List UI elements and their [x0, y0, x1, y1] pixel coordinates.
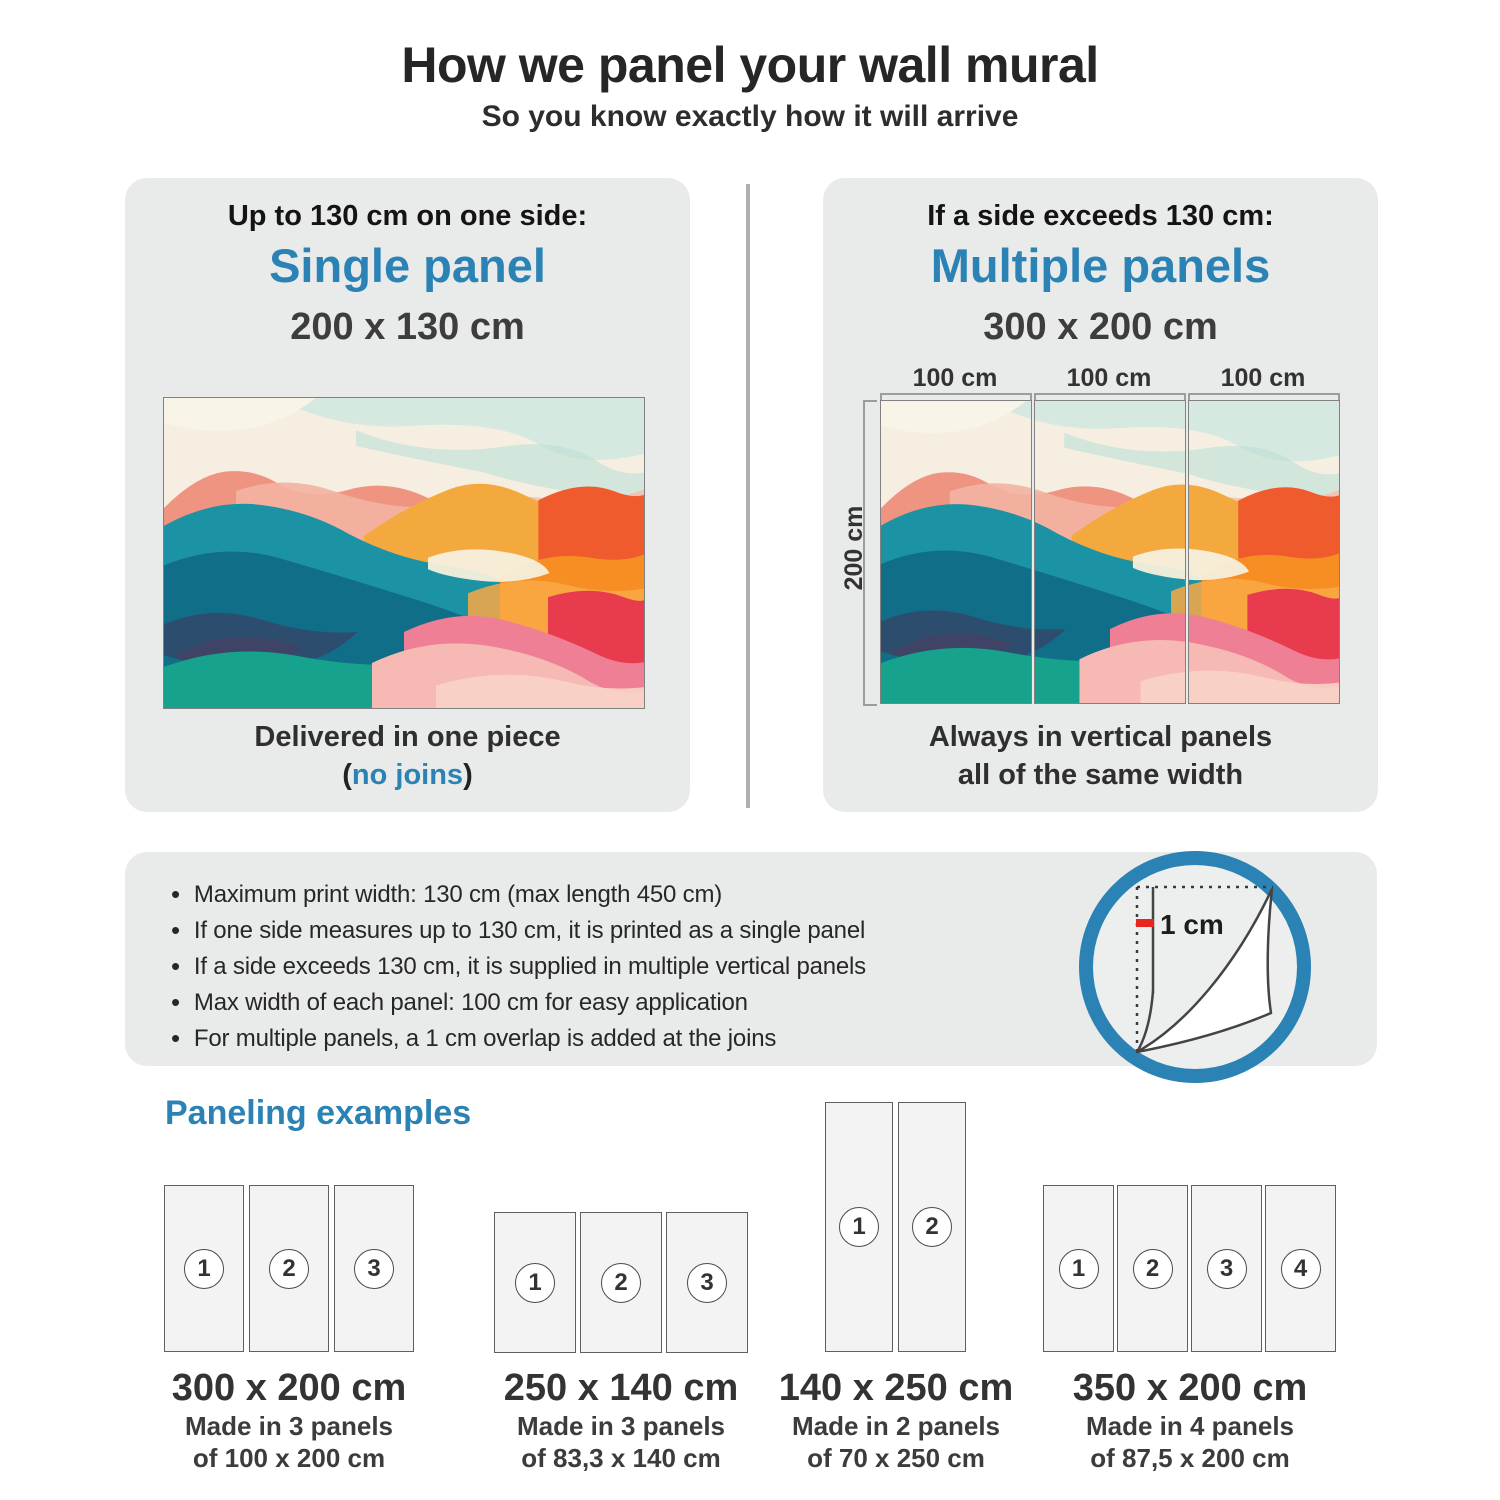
example-panel [1117, 1185, 1188, 1352]
panel-number: 3 [1207, 1249, 1247, 1289]
example-caption [139, 1366, 439, 1474]
example-panel-size: of 100 x 200 cm [192, 1443, 386, 1473]
single-panel-card [125, 178, 690, 812]
width-label-2: 100 cm [1066, 364, 1152, 392]
height-label: 200 cm [840, 505, 868, 591]
example-caption [1040, 1366, 1340, 1474]
single-panel-mural-image [163, 397, 645, 709]
overlap-measure-label: 1 cm [1160, 909, 1224, 940]
example-made-in: Made in 2 panels [791, 1411, 1001, 1441]
single-panel-size: 200 x 130 cm [290, 306, 525, 348]
example-panel-size: of 87,5 x 200 cm [1090, 1443, 1290, 1473]
multiple-panels-card [823, 178, 1378, 812]
example-panel-size: of 70 x 250 cm [807, 1443, 985, 1473]
mural-panel-slice-1 [880, 400, 1032, 704]
mural-panel-slice-2 [1034, 400, 1186, 704]
info-bullet: • Max width of each panel: 100 cm for easy application [171, 984, 1377, 1020]
page-curl-icon [1073, 845, 1317, 1089]
example-made-in: Made in 3 panels [184, 1411, 394, 1441]
example-panel [666, 1212, 748, 1353]
example-panel [164, 1185, 244, 1352]
panel-number: 1 [1059, 1249, 1099, 1289]
single-panel-condition: Up to 130 cm on one side: [227, 200, 588, 232]
example-size: 350 x 200 cm [1072, 1367, 1308, 1409]
example-caption [471, 1366, 771, 1474]
width-label-1: 100 cm [912, 364, 998, 392]
info-bullet: • Maximum print width: 130 cm (max length 450 cm) [171, 876, 1377, 912]
example-panel [494, 1212, 576, 1353]
paneling-examples-heading: Paneling examples [165, 1094, 472, 1132]
multiple-panels-condition: If a side exceeds 130 cm: [927, 200, 1274, 232]
panel-number: 2 [1133, 1249, 1173, 1289]
caption-vertical-panels: Always in vertical panels [928, 721, 1273, 753]
panel-number: 1 [515, 1263, 555, 1303]
panel-number: 2 [601, 1263, 641, 1303]
page-title: How we panel your wall mural [401, 37, 1099, 93]
example-size: 300 x 200 cm [171, 1367, 407, 1409]
example-panel [898, 1102, 966, 1352]
example-panel [249, 1185, 329, 1352]
panel-number: 1 [839, 1207, 879, 1247]
panel-number: 4 [1281, 1249, 1321, 1289]
example-made-in: Made in 4 panels [1085, 1411, 1295, 1441]
example-caption [746, 1366, 1046, 1474]
info-bullet: • For multiple panels, a 1 cm overlap is added at the joins [171, 1020, 1377, 1056]
example-panel [580, 1212, 662, 1353]
single-panel-title: Single panel [269, 239, 546, 292]
example-panel [825, 1102, 893, 1352]
example-panel [1191, 1185, 1262, 1352]
example-made-in: Made in 3 panels [516, 1411, 726, 1441]
multiple-panels-title: Multiple panels [930, 239, 1271, 292]
caption-paren-open: ( [342, 759, 352, 791]
example-panel [1265, 1185, 1336, 1352]
caption-delivered: Delivered in one piece [254, 721, 561, 753]
example-panel-size: of 83,3 x 140 cm [521, 1443, 721, 1473]
caption-no-joins: no joins [351, 759, 464, 791]
page-subtitle: So you know exactly how it will arrive [481, 100, 1019, 133]
width-label-3: 100 cm [1220, 364, 1306, 392]
single-panel-caption [125, 718, 690, 794]
example-panel [1043, 1185, 1114, 1352]
info-bullet: • If a side exceeds 130 cm, it is supplied in multiple vertical panels [171, 948, 1377, 984]
card-divider [746, 184, 750, 808]
panel-number: 3 [354, 1249, 394, 1289]
caption-paren-close: ) [463, 759, 473, 791]
panel-number: 3 [687, 1263, 727, 1303]
example-panel [334, 1185, 414, 1352]
multiple-panels-caption [823, 718, 1378, 794]
panel-number: 1 [184, 1249, 224, 1289]
overlap-diagram-badge [1073, 845, 1317, 1089]
mural-panel-slice-3 [1188, 400, 1340, 704]
caption-same-width: all of the same width [957, 759, 1244, 791]
multiple-panels-size: 300 x 200 cm [983, 306, 1218, 348]
example-size: 250 x 140 cm [503, 1367, 739, 1409]
example-size: 140 x 250 cm [778, 1367, 1014, 1409]
panel-number: 2 [912, 1207, 952, 1247]
panel-number: 2 [269, 1249, 309, 1289]
info-bullet: • If one side measures up to 130 cm, it is printed as a single panel [171, 912, 1377, 948]
